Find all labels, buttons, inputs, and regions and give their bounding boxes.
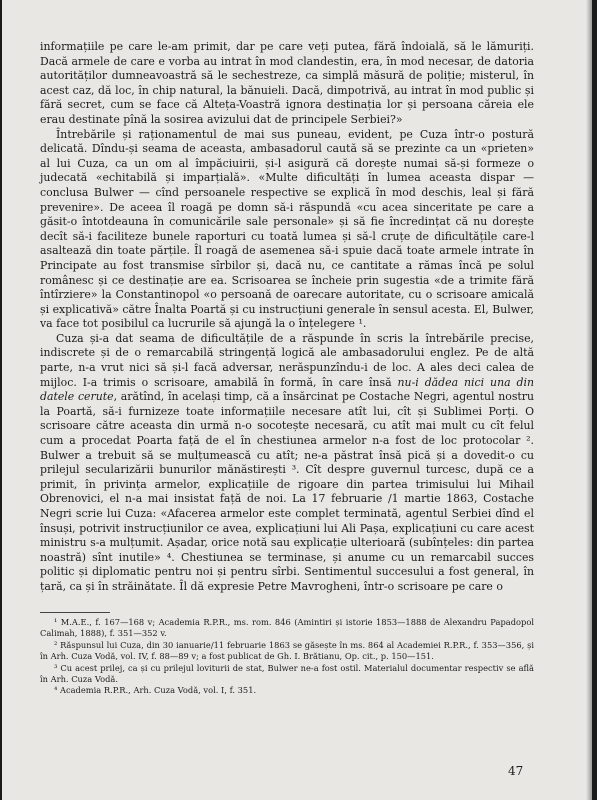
- footnote-separator: [40, 612, 110, 613]
- page-edge-shadow: [586, 0, 592, 800]
- body-text: [40, 40, 534, 595]
- paragraph: Întrebările și raționamentul de mai sus puneau, evident, pe Cuza într-o postură delicată. Dîndu-și seama de aceasta, ambasadorul caută să se prezinte ca un «prieten» al lui Cuza, ca un om al împăciuirii, și-l asigură că dorește numai să-și formeze o judecată «echitabilă și imparțială». «Multe dificultăți în lumea aceasta dispar — conclusa Bulwer — cînd persoanele respective se explică în mod deschis, leal și fără prevenire». De aceea îl roagă pe domn să-i răspundă «cu acea sinceritate pe care a găsit-o întotdeauna în comunicările sale personale» și să fie încredințat că nu dorește decît să-i faciliteze bunele raporturi cu toată lumea și să-l cruțe de dificultățile care-l asaltează din toate părțile. Îl roagă de asemenea să-i spuie dacă toate armele intrate în Principate au fost transmise sîrbilor și, dacă nu, ce cantitate a rămas încă pe solul românesc și ce destinație are ea. Scrisoarea se încheie prin sugestia «de a trimite fără întîrziere» la Constantinopol «o persoană de oarecare autoritate, cu o scrisoare amicală și explicativă» către Înalta Poartă și cu instrucțiuni generale în sensul acesta. El, Bulwer, va face tot posibilul ca lucrurile să ajungă la o înțelegere ¹.: [40, 127, 534, 331]
- page-number: 47: [508, 764, 524, 778]
- footnotes: [40, 617, 534, 697]
- italic-phrase: nu-i dădea nici una din datele cerute: [40, 375, 534, 404]
- footnote: ² Răspunsul lui Cuza, din 30 ianuarie/11 februarie 1863 se găsește în ms. 864 al Academiei R.P.R., f. 353—356, și în Arh. Cuza Vodă, vol. IV, f. 88—89 v; a fost publicat de Gh. I. Brătianu, Op. cit., p. 150—151.: [40, 639, 534, 662]
- paragraph: [40, 332, 534, 595]
- paragraph: informațiile pe care le-am primit, dar pe care veți putea, fără îndoială, să le lămuriți. Dacă armele de care e vorba au intrat în mod clandestin, era, în mod necesar, de datoria autorităților dumneavoastră să le sechestreze, ca simplă măsură de poliție; misterul, în acest caz, dă loc, în chip natural, la bănuieli. Dacă, dimpotrivă, au intrat în mod public și fără secret, cum se face că Alteța-Voastră ignora destinația lor și persoana căreia ele erau destinate pînă la sosirea avizului dat de principele Serbiei?»: [40, 40, 534, 126]
- footnote: ⁴ Academia R.P.R., Arh. Cuza Vodă, vol. I, f. 351.: [54, 685, 257, 696]
- footnote: ³ Cu acest prilej, ca și cu prilejul loviturii de stat, Bulwer ne-a fost ostil. Materialul documentar respectiv se află în Arh. Cuza Vodă.: [40, 662, 534, 685]
- book-page: [2, 0, 592, 800]
- paragraph-part: , arătînd, în același timp, că a însărcinat pe Costache Negri, agentul nostru la Poartă, să-i furnizeze toate informațiile necesare atît lui, cît și Sublimei Porți. O scrisoare către aceasta din urmă n-o socotește necesară, cu atît mai mult cu cît felul cum a procedat Poarta față de el în chestiunea armelor n-a fost de loc protocolar ². Bulwer a trebuit să se mulțumească cu atît; ne-a păstrat însă pică și a dovedit-o cu prilejul secularizării bunurilor mănăstirești ³. Cît despre guvernul turcesc, după ce a primit, în privința armelor, explicațiile de rigoare din partea trimisului lui Mihail Obrenovici, el n-a mai insistat față de noi. La 17 februarie /1 martie 1863, Costache Negri scrie lui Cuza: «Afacerea armelor este complet terminată, agentul Serbiei dînd el însuși, potrivit instrucțiunilor ce avea, explicațiuni lui Ali Pașa, explicațiuni cu care acest ministru s-a mulțumit. Așadar, orice notă sau explicație ulterioară (subînțeles: din partea noastră) sînt inutile» ⁴. Chestiunea se terminase, și anume cu un remarcabil succes politic și diplomatic pentru noi și pentru sîrbi. Sentimentul succesului a fost general, în țară, ca și în străinătate. Îl dă expresie Petre Mavrogheni, într-o scrisoare pe care o: [40, 390, 535, 593]
- paragraph-part: Cuza și-a dat seama de dificultățile de a răspunde în scris la întrebările precise, indiscrete și de o remarcabilă stringență logică ale ambasadorului englez. Pe de altă parte, n-a vrut nici să și-l facă adversar, nerăspunzîndu-i de loc. A ales deci calea de mijloc. I-a trimis o scrisoare, amabilă în formă, în care însă: [40, 331, 534, 389]
- footnote: ¹ M.A.E., f. 167—168 v; Academia R.P.R., ms. rom. 846 (Amintiri și istorie 1853—1888 de Alexandru Papadopol Calimah, 1888), f. 351—352 v.: [40, 617, 534, 639]
